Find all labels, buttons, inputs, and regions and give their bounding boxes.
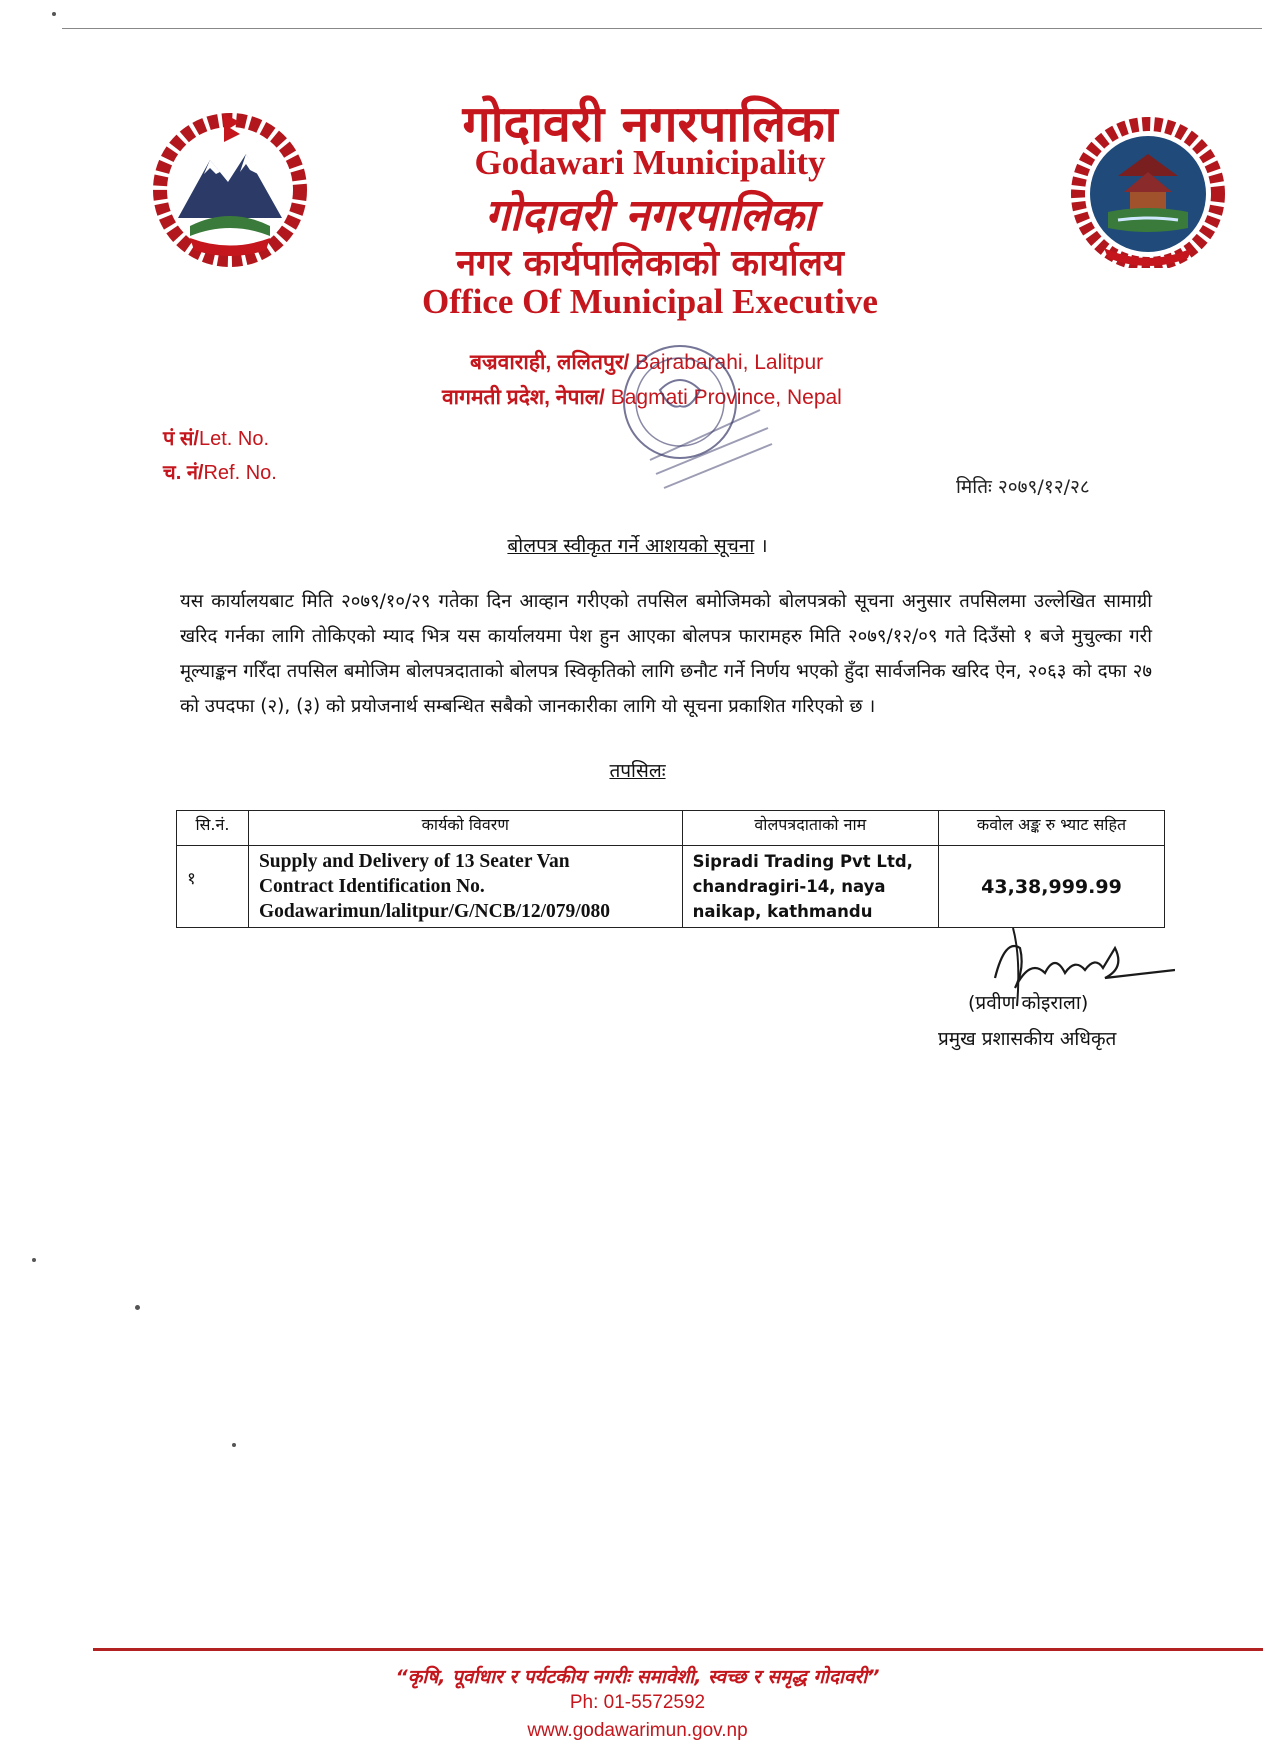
row-bidder [682, 846, 938, 928]
signatory-title: प्रमुख प्रशासकीय अधिकृत [938, 1028, 1117, 1050]
nepal-emblem-logo [150, 108, 310, 268]
header-bidder: वोलपत्रदाताको नाम [682, 811, 938, 846]
row-amount: 43,38,999.99 [939, 846, 1165, 928]
bid-table-header-row [177, 811, 1165, 846]
description-line: Contract Identification No. [258, 876, 485, 897]
address-line-2-nepali: वागमती प्रदेश, नेपाल/ [442, 386, 605, 409]
footer-slogan: “कृषि, पूर्वाधार र पर्यटकीय नगरीः समावेशी, स्वच्छ र समृद्ध गोदावरी” [395, 1666, 880, 1688]
bidder-line: chandragiri-14, naya [692, 877, 886, 896]
address-line-2-english: Bagmati Province, Nepal [610, 386, 842, 409]
footer-phone: Ph: 01-5572592 [569, 1692, 706, 1713]
address-line-1-english: Bajrabarahi, Lalitpur [635, 351, 824, 374]
header-sn: सि.नं. [177, 811, 249, 846]
footer-divider [93, 1648, 1263, 1651]
table-row [177, 846, 1165, 928]
letter-number [163, 424, 269, 451]
reference-number [163, 458, 277, 485]
notice-subject-end: । [760, 535, 768, 557]
description-line: Supply and Delivery of 13 Seater Van [258, 851, 570, 872]
office-seal-stamp [600, 340, 790, 500]
details-heading-text: तपसिलः [609, 760, 666, 782]
scan-speck [52, 12, 56, 16]
signatory-name: (प्रवीण कोइराला) [968, 992, 1089, 1014]
top-rule [62, 28, 1262, 29]
reference-number-label-english: Ref. No. [203, 462, 277, 484]
letter-number-label-english: Let. No. [199, 428, 270, 450]
title-script: गोदावरी नगरपालिका [484, 190, 816, 241]
office-title-nepali: नगर कार्यपालिकाको कार्यालय [456, 243, 844, 284]
reference-number-label-nepali: च. नं/ [163, 462, 204, 484]
letter-number-label-nepali: पं सं/ [163, 428, 199, 450]
scan-speck [232, 1443, 236, 1447]
header-amount: कवोल अङ्क रु भ्याट सहित [939, 811, 1165, 846]
godawari-municipality-logo [1068, 108, 1228, 268]
details-heading [0, 757, 1275, 783]
scan-speck [135, 1305, 140, 1310]
footer-website: www.godawarimun.gov.np [527, 1720, 748, 1741]
row-description [248, 846, 682, 928]
office-title-english: Office Of Municipal Executive [422, 282, 878, 321]
row-sn: १ [177, 846, 249, 928]
notice-body: यस कार्यालयबाट मिति २०७९/१०/२९ गतेका दिन आव्हान गरीएको तपसिल बमोजिमको बोलपत्रको सूचना अनुसार तपसिलमा उल्लेखित सामाग्री खरिद गर्नका लागि तोकिएको म्याद भित्र यस कार्यालयमा पेश हुन आएका बोलपत्र फारामहरु मिति २०७९/१२/०९ गते दिउँसो १ बजे मुचुल्का गरी मूल्याङ्कन गरिँदा तपसिल बमोजिम बोलपत्रदाताको बोलपत्र स्विकृतिको लागि छनौट गर्ने निर्णय भएको हुँदा सार्वजनिक खरिद ऐन, २०६३ को दफा २७ को उपदफा (२), (३) को प्रयोजनार्थ सम्बन्धित सबैको जानकारीका लागि यो सूचना प्रकाशित गरिएको छ । [180, 591, 1152, 717]
notice-subject [0, 532, 1275, 558]
bidder-line: Sipradi Trading Pvt Ltd, [692, 852, 913, 871]
document-date: मितिः २०७९/१२/२८ [956, 476, 1090, 498]
title-nepali: गोदावरी नगरपालिका [462, 95, 838, 153]
header-description: कार्यको विवरण [248, 811, 682, 846]
scan-speck [32, 1258, 36, 1262]
notice-subject-text: बोलपत्र स्वीकृत गर्ने आशयको सूचना [507, 535, 755, 557]
bid-table [176, 810, 1165, 928]
title-english: Godawari Municipality [474, 143, 826, 182]
description-line: Godawarimun/lalitpur/G/NCB/12/079/080 [258, 901, 610, 922]
address-line-1-nepali: बज्रवाराही, ललितपुर/ [470, 351, 630, 374]
bidder-line: naikap, kathmandu [692, 902, 873, 921]
